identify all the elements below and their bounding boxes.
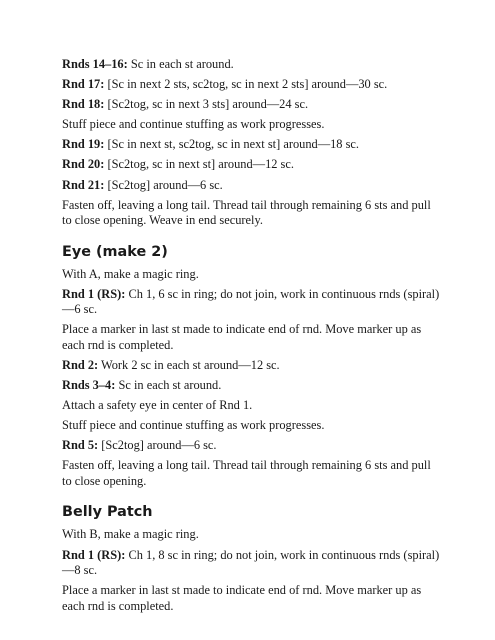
instruction-text: Stuff piece and continue stuffing as work progresses.	[62, 117, 325, 132]
pattern-page	[62, 57, 442, 619]
round-label: Rnd 19:	[62, 137, 105, 152]
round-label: Rnd 1 (RS):	[62, 547, 126, 562]
instruction-text: Sc in each st around.	[115, 378, 222, 393]
section-head-finishing	[62, 57, 442, 229]
instruction-line	[62, 378, 442, 394]
instruction-line	[62, 137, 442, 153]
instruction-text: Stuff piece and continue stuffing as work progresses.	[62, 418, 325, 433]
round-label: Rnd 2:	[62, 357, 99, 372]
round-label: Rnd 1 (RS):	[62, 286, 126, 301]
instruction-text: Sc in each st around.	[127, 57, 234, 71]
instruction-line	[62, 77, 442, 93]
instruction-text: Attach a safety eye in center of Rnd 1.	[62, 398, 253, 413]
instruction-text: Place a marker in last st made to indicate end of rnd. Move marker up as each rnd is completed.	[62, 322, 422, 352]
round-label: Rnds 14–16:	[62, 57, 128, 71]
instruction-text: Ch 1, 8 sc in ring; do not join, work in continuous rnds (spiral) —8 sc.	[62, 547, 440, 577]
section-eye	[62, 243, 442, 490]
instruction-text: Work 2 sc in each st around—12 sc.	[98, 357, 280, 372]
instruction-line	[62, 322, 442, 353]
instruction-line	[62, 267, 442, 283]
instruction-line	[62, 418, 442, 434]
section-heading: Eye (make 2)	[62, 243, 168, 260]
instruction-line	[62, 157, 442, 173]
instruction-text: Fasten off, leaving a long tail. Thread tail through remaining 6 sts and pull to close opening.	[62, 458, 431, 488]
round-label: Rnd 17:	[62, 77, 105, 92]
instruction-line	[62, 438, 442, 454]
instruction-line	[62, 583, 442, 614]
instruction-line	[62, 398, 442, 414]
instruction-text: [Sc2tog] around—6 sc.	[98, 438, 217, 453]
instruction-text: With B, make a magic ring.	[62, 527, 199, 542]
round-label: Rnd 20:	[62, 157, 105, 172]
instruction-line	[62, 548, 442, 579]
instruction-line	[62, 57, 442, 73]
instruction-text: [Sc in next 2 sts, sc2tog, sc in next 2 sts] around—30 sc.	[104, 77, 388, 92]
round-label: Rnd 5:	[62, 438, 99, 453]
instruction-line	[62, 198, 442, 229]
instruction-line	[62, 358, 442, 374]
instruction-line	[62, 287, 442, 318]
instruction-text: [Sc2tog, sc in next 3 sts] around—24 sc.	[104, 97, 309, 112]
instruction-text: [Sc in next st, sc2tog, sc in next st] around—18 sc.	[104, 137, 360, 152]
instruction-text: Ch 1, 6 sc in ring; do not join, work in continuous rnds (spiral) —6 sc.	[62, 286, 440, 317]
instruction-line	[62, 178, 442, 194]
instruction-line	[62, 458, 442, 489]
instruction-line	[62, 527, 442, 543]
instruction-text: With A, make a magic ring.	[62, 266, 199, 281]
instruction-text: [Sc2tog] around—6 sc.	[104, 177, 223, 192]
round-label: Rnd 21:	[62, 177, 105, 192]
section-heading: Belly Patch	[62, 504, 153, 521]
section-belly-patch	[62, 503, 442, 614]
instruction-text: Place a marker in last st made to indicate end of rnd. Move marker up as each rnd is completed.	[62, 583, 422, 613]
instruction-line	[62, 117, 442, 133]
instruction-text: [Sc2tog, sc in next st] around—12 sc.	[104, 157, 294, 172]
round-label: Rnds 3–4:	[62, 378, 116, 393]
round-label: Rnd 18:	[62, 97, 105, 112]
instruction-text: Fasten off, leaving a long tail. Thread tail through remaining 6 sts and pull to close opening. Weave in end securely.	[62, 197, 431, 228]
instruction-line	[62, 97, 442, 113]
